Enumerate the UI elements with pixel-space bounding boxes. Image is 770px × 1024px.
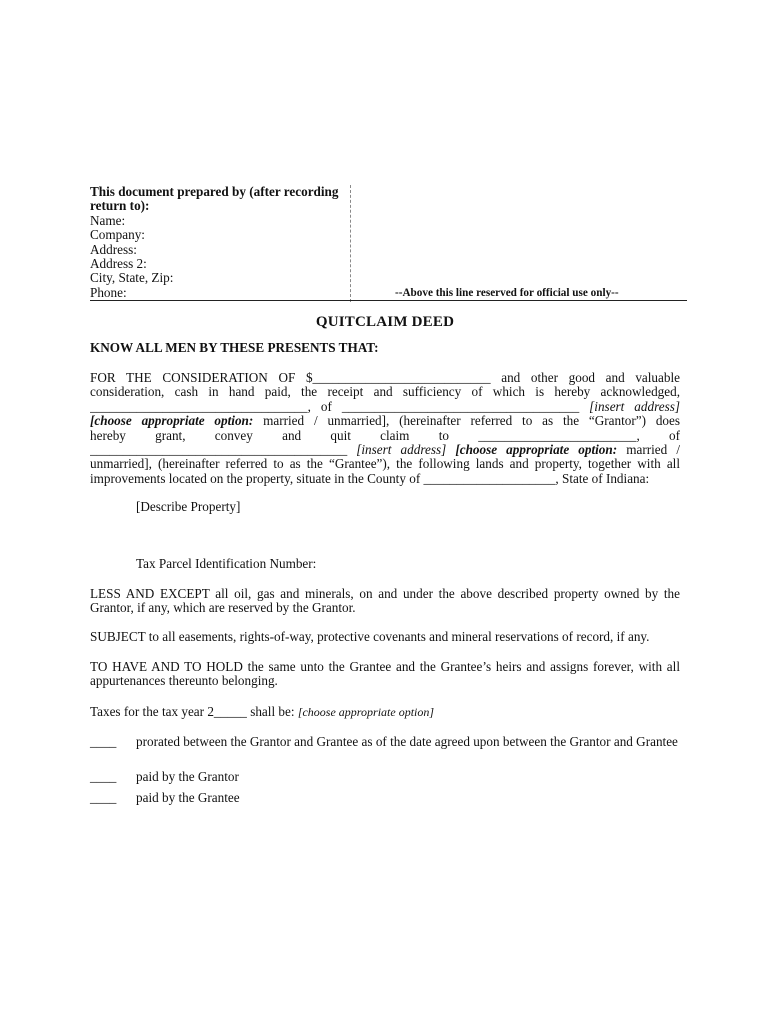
- less-and-except-paragraph: LESS AND EXCEPT all oil, gas and minerals, on and under the above described property owned by the Grantor, if any, which are reserved by the Grantor.: [90, 586, 680, 616]
- address-label: Address:: [90, 241, 137, 257]
- consideration-line: [90, 414, 680, 428]
- text-segment: married /: [626, 442, 680, 457]
- consideration-paragraph: [90, 371, 680, 486]
- subject-to-paragraph: SUBJECT to all easements, rights-of-way, protective covenants and mineral reservations of record, if any.: [90, 629, 650, 644]
- option-blank: ____: [90, 734, 117, 749]
- amount-blank: ___________________________: [312, 371, 491, 385]
- know-all-heading: KNOW ALL MEN BY THESE PRESENTS THAT:: [90, 340, 379, 355]
- consideration-line: [90, 429, 680, 443]
- text-segment: improvements located on the property, situate in the County of: [90, 471, 421, 486]
- grantor-name-blank: _________________________________, of: [90, 399, 332, 414]
- consideration-line: [90, 400, 680, 414]
- reserved-note: --Above this line reserved for official use only--: [395, 287, 619, 299]
- option-text: paid by the Grantee: [136, 790, 240, 805]
- choose-option-note: [choose appropriate option]: [297, 705, 435, 719]
- consideration-line: [90, 472, 680, 486]
- prepared-by-heading-cont: return to):: [90, 198, 150, 214]
- prepared-by-box: [90, 185, 351, 302]
- tax-parcel-label: Tax Parcel Identification Number:: [136, 556, 317, 571]
- consideration-line: [90, 443, 680, 457]
- document-title: QUITCLAIM DEED: [315, 314, 455, 330]
- name-label: Name:: [90, 212, 126, 228]
- consideration-line: consideration, cash in hand paid, the receipt and sufficiency of which is hereby acknowledged,: [90, 385, 680, 400]
- text-segment: and other good and valuable: [501, 371, 680, 385]
- option-blank: ____: [90, 790, 117, 805]
- consideration-line: [90, 371, 680, 385]
- grantor-address-blank: ____________________________________: [341, 399, 580, 414]
- grantee-address-blank: _______________________________________: [90, 442, 348, 457]
- insert-address-note: [insert address]: [589, 399, 680, 414]
- consideration-line: unmarried], (hereinafter referred to as the “Grantee”), the following lands and property, together with all: [90, 457, 680, 472]
- option-text: paid by the Grantor: [136, 769, 239, 784]
- to-have-paragraph: TO HAVE AND TO HOLD the same unto the Grantee and the Grantee’s heirs and assigns forever, with all appurtenances thereunto belonging.: [90, 659, 680, 689]
- insert-address-note: [insert address]: [356, 442, 447, 457]
- prepared-by-heading: This document prepared by (after recording: [90, 184, 339, 199]
- address2-label: Address 2:: [90, 256, 147, 272]
- text-segment: FOR THE CONSIDERATION OF $: [90, 371, 313, 385]
- describe-property: [Describe Property]: [136, 499, 241, 514]
- taxes-line: [90, 705, 434, 719]
- text-segment: married / unmarried], (hereinafter referred to as the “Grantor”) does: [263, 414, 680, 429]
- taxes-lead: Taxes for the tax year 2_____ shall be:: [90, 704, 295, 719]
- option-blank: ____: [90, 769, 117, 784]
- city-state-zip-label: City, State, Zip:: [90, 270, 174, 286]
- option-text: prorated between the Grantor and Grantee as of the date agreed upon between the Grantor and Grantee: [136, 734, 678, 749]
- text-segment: , State of Indiana:: [555, 471, 650, 486]
- choose-option-note: [choose appropriate option:: [90, 414, 254, 429]
- company-label: Company:: [90, 227, 145, 243]
- county-blank: ____________________: [423, 471, 556, 486]
- text-segment: of: [669, 428, 680, 443]
- choose-option-note: [choose appropriate option:: [455, 442, 618, 457]
- phone-label: Phone:: [90, 284, 127, 300]
- grantee-name-blank: ________________________,: [478, 428, 640, 443]
- text-segment: hereby grant, convey and quit claim to: [90, 428, 449, 443]
- official-use-divider: [90, 300, 687, 301]
